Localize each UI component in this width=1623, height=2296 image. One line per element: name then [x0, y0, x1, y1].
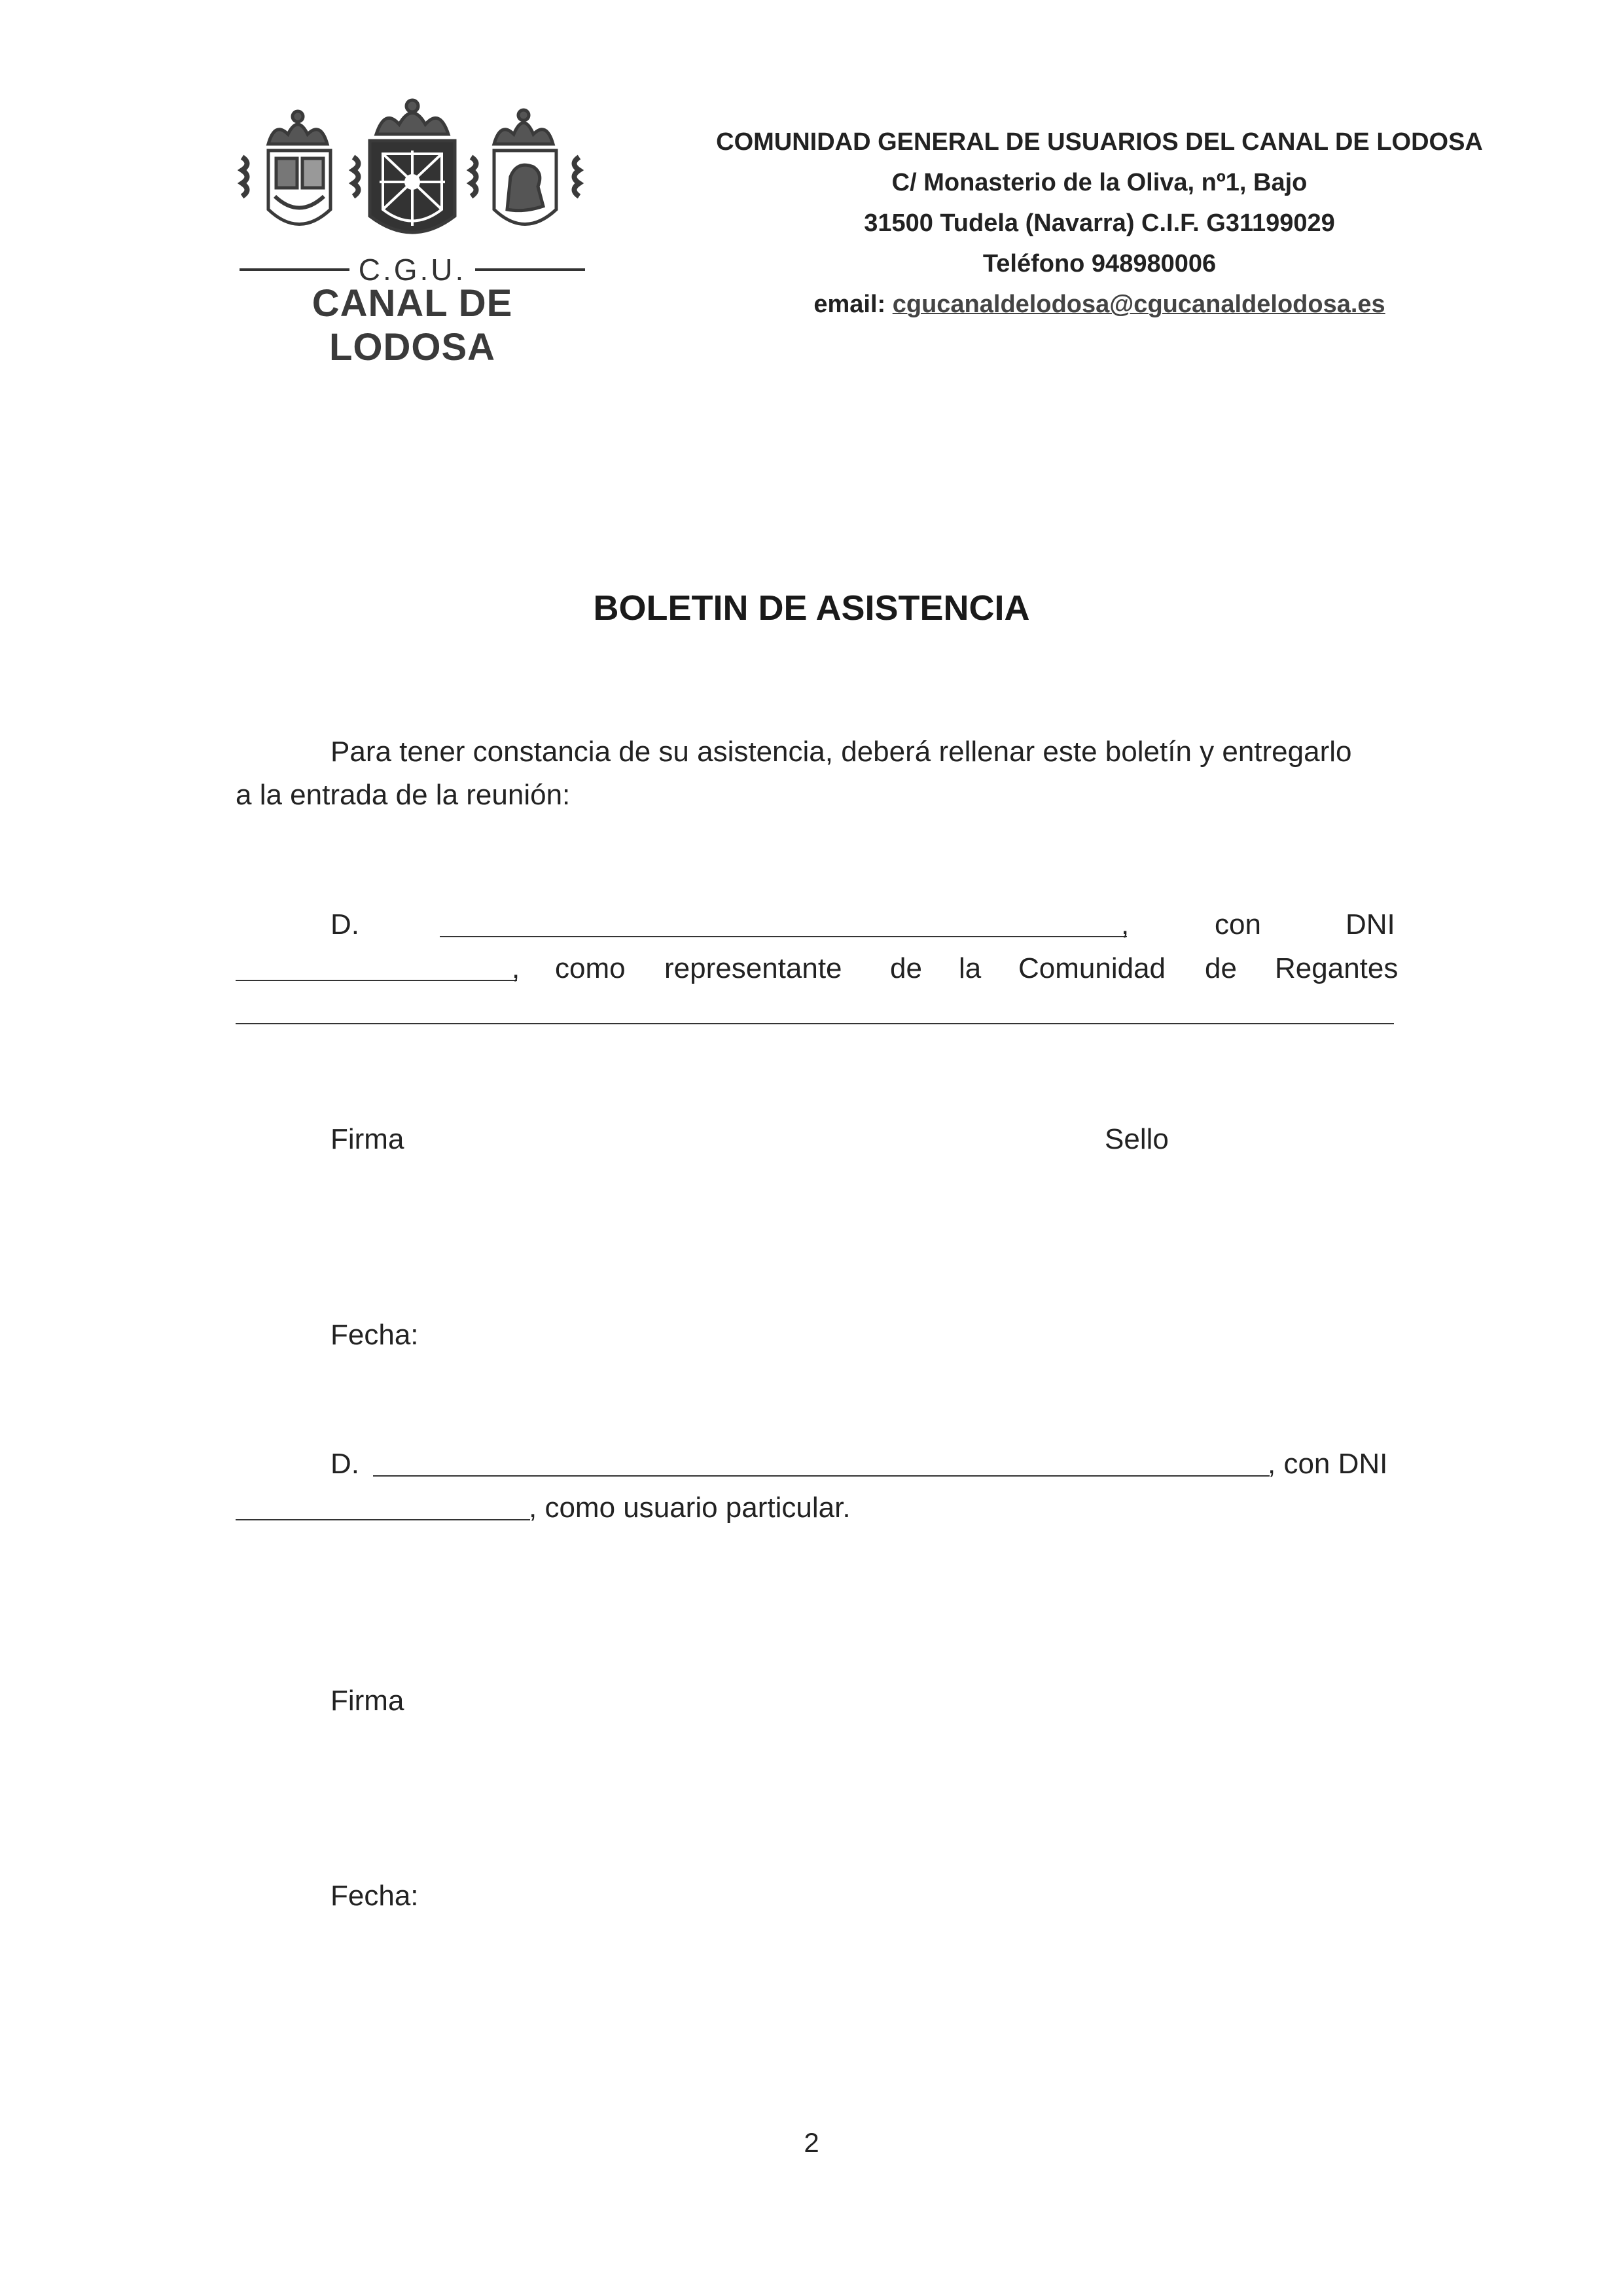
rep-sello-label: Sello — [1105, 1123, 1169, 1155]
rep-word-representante: representante — [664, 952, 842, 984]
logo-rule-left — [240, 268, 349, 271]
rep-name-comma: , — [1121, 908, 1130, 941]
logo-initials: C.G.U. — [358, 253, 467, 287]
intro-line-1: Para tener constancia de su asistencia, deberá rellenar este boletín y entregarlo — [330, 736, 1352, 768]
organization-name: COMUNIDAD GENERAL DE USUARIOS DEL CANAL DE LODOSA — [716, 128, 1483, 156]
rep-con-label: con — [1215, 908, 1261, 941]
street-address: C/ Monasterio de la Oliva, nº1, Bajo — [891, 169, 1308, 196]
rep-word-comunidad: Comunidad — [1018, 952, 1166, 984]
logo-rule-right — [475, 268, 585, 271]
city-cif: 31500 Tudela (Navarra) C.I.F. G31199029 — [864, 209, 1335, 237]
rep-fecha-label: Fecha: — [330, 1319, 419, 1351]
part-d-label: D. — [330, 1448, 359, 1480]
part-con-dni: , con DNI — [1268, 1448, 1388, 1480]
rep-word-regantes: Regantes — [1275, 952, 1399, 984]
part-firma-label: Firma — [330, 1685, 404, 1717]
email-link[interactable]: cgucanaldelodosa@cgucanaldelodosa.es — [892, 291, 1385, 318]
part-tail-text: , como usuario particular. — [529, 1492, 851, 1524]
logo-name: CANAL DE LODOSA — [312, 282, 513, 368]
rep-word-la: la — [959, 952, 982, 984]
organization-logo — [236, 98, 589, 368]
part-dni-line[interactable] — [236, 1519, 530, 1520]
part-name-line[interactable] — [373, 1475, 1270, 1477]
rep-community-line[interactable] — [236, 1023, 1394, 1024]
rep-dni-comma: , — [512, 952, 520, 984]
intro-line-2: a la entrada de la reunión: — [236, 779, 571, 811]
letterhead-address — [694, 122, 1505, 325]
page-title: BOLETIN DE ASISTENCIA — [593, 588, 1030, 628]
email-line — [694, 284, 1505, 325]
rep-word-como: como — [555, 952, 626, 984]
rep-name-line[interactable] — [440, 936, 1127, 937]
cgu-canal-de-lodosa-emblem-icon — [236, 98, 589, 255]
part-fecha-label: Fecha: — [330, 1880, 419, 1912]
rep-dni-line[interactable] — [236, 980, 517, 981]
rep-word-de-2: de — [1205, 952, 1237, 984]
rep-dni-label: DNI — [1346, 908, 1395, 941]
rep-d-label: D. — [330, 908, 359, 941]
page-number: 2 — [804, 2127, 819, 2158]
phone-number: Teléfono 948980006 — [982, 250, 1217, 278]
email-label: email: — [813, 291, 893, 318]
rep-word-de: de — [890, 952, 922, 984]
rep-firma-label: Firma — [330, 1123, 404, 1155]
